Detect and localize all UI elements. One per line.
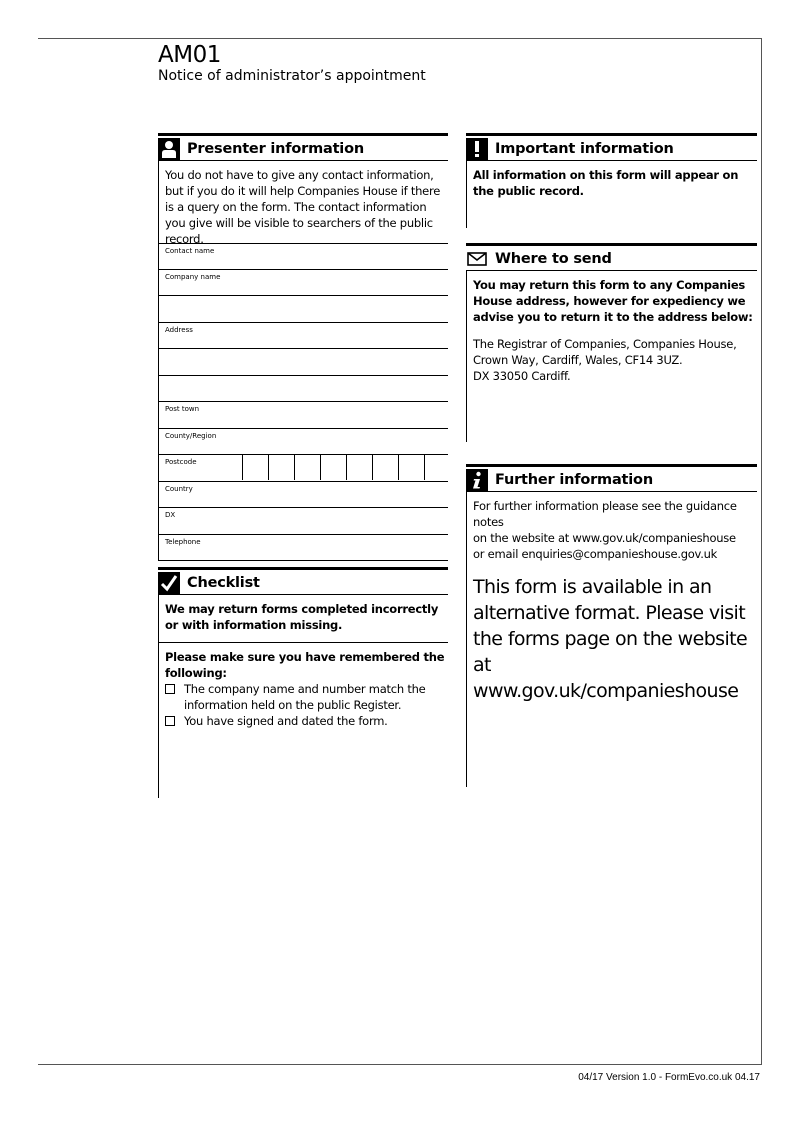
checklist-warning: We may return forms completed incorrectly or with information missing.: [158, 594, 448, 642]
further-info-line: For further information please see the guidance notes: [473, 499, 737, 529]
presenter-header: [158, 133, 448, 160]
postcode-field[interactable]: [158, 455, 448, 482]
postcode-char-box[interactable]: [424, 455, 446, 480]
country-label: Country: [165, 484, 193, 493]
envelope-icon: [466, 248, 488, 270]
company-name-field[interactable]: [158, 270, 448, 297]
presenter-intro: You do not have to give any contact information, but if you do it will help Companies House if there is a query on the form. The contact information you give will be visible to searchers of the public record.: [158, 160, 448, 243]
checkmark-icon: [158, 572, 180, 594]
info-icon: [466, 469, 488, 491]
contact-name-label: Contact name: [165, 247, 215, 255]
important-text: All information on this form will appear on the public record.: [466, 160, 757, 228]
form-title: Notice of administrator’s appointment: [158, 68, 426, 84]
exclamation-icon: [466, 138, 488, 160]
further-info-line: on the website at www.gov.uk/companieshouse: [473, 531, 736, 545]
checklist-title: Checklist: [187, 575, 260, 591]
checklist-header: [158, 567, 448, 594]
dx-field[interactable]: [158, 508, 448, 535]
where-to-send-section: [466, 243, 757, 442]
checklist-item[interactable]: [165, 713, 448, 729]
presenter-title: Presenter information: [187, 141, 364, 157]
checklist-reminder: Please make sure you have remembered the following:: [165, 650, 445, 680]
presenter-section: [158, 133, 448, 561]
contact-name-field[interactable]: [158, 243, 448, 270]
postcode-char-box[interactable]: [320, 455, 342, 480]
address-field-3[interactable]: [158, 376, 448, 403]
important-section: [466, 133, 757, 228]
post-town-label: Post town: [165, 405, 200, 413]
postcode-char-box[interactable]: [294, 455, 316, 480]
checklist-item[interactable]: [165, 681, 448, 713]
where-to-send-intro: You may return this form to any Companies House address, however for expediency we advise you to return it to the address below:: [473, 278, 753, 324]
county-field[interactable]: [158, 429, 448, 456]
address-line: The Registrar of Companies, Companies House,: [473, 337, 737, 351]
address-line: Crown Way, Cardiff, Wales, CF14 3UZ.: [473, 353, 683, 367]
address-field[interactable]: [158, 323, 448, 350]
checklist-reminder-block: [158, 642, 448, 798]
important-header: [466, 133, 757, 160]
company-name-label: Company name: [165, 272, 221, 281]
company-name-field-2[interactable]: [158, 296, 448, 323]
dx-label: DX: [165, 511, 176, 519]
county-label: County/Region: [165, 431, 217, 440]
where-to-send-header: [466, 243, 757, 270]
where-to-send-body: [466, 270, 757, 442]
country-field[interactable]: [158, 482, 448, 509]
form-code: AM01: [158, 42, 221, 68]
telephone-label: Telephone: [165, 537, 201, 546]
checklist-section: [158, 567, 448, 798]
alt-format-notice: This form is available in an alternative format. Please visit the forms page on the website at www.gov.uk/companieshouse: [473, 576, 748, 702]
checkbox[interactable]: [165, 716, 175, 726]
checklist-item-text: The company name and number match the information held on the public Register.: [184, 682, 426, 712]
checkbox[interactable]: [165, 684, 175, 694]
address-label: Address: [165, 325, 193, 334]
postcode-char-box[interactable]: [268, 455, 290, 480]
page-bottom-rule: [38, 1064, 762, 1065]
further-info-line: or email enquiries@companieshouse.gov.uk: [473, 547, 718, 561]
postcode-char-box[interactable]: [398, 455, 420, 480]
further-info-section: [466, 464, 757, 787]
address-line: DX 33050 Cardiff.: [473, 369, 571, 383]
important-title: Important information: [495, 141, 674, 157]
telephone-field[interactable]: [158, 535, 448, 562]
further-info-title: Further information: [495, 472, 653, 488]
further-info-body: [466, 491, 757, 787]
person-icon: [158, 138, 180, 160]
page-right-rule: [761, 38, 762, 1065]
postcode-char-box[interactable]: [346, 455, 368, 480]
postcode-char-box[interactable]: [242, 455, 264, 480]
checklist-item-text: You have signed and dated the form.: [184, 714, 388, 728]
postcode-label: Postcode: [165, 458, 197, 466]
post-town-field[interactable]: [158, 402, 448, 429]
postcode-char-box[interactable]: [372, 455, 394, 480]
where-to-send-title: Where to send: [495, 251, 612, 267]
page-top-rule: [38, 38, 762, 39]
address-field-2[interactable]: [158, 349, 448, 376]
further-info-header: [466, 464, 757, 491]
footer-version: 04/17 Version 1.0 - FormEvo.co.uk 04.17: [578, 1072, 760, 1083]
